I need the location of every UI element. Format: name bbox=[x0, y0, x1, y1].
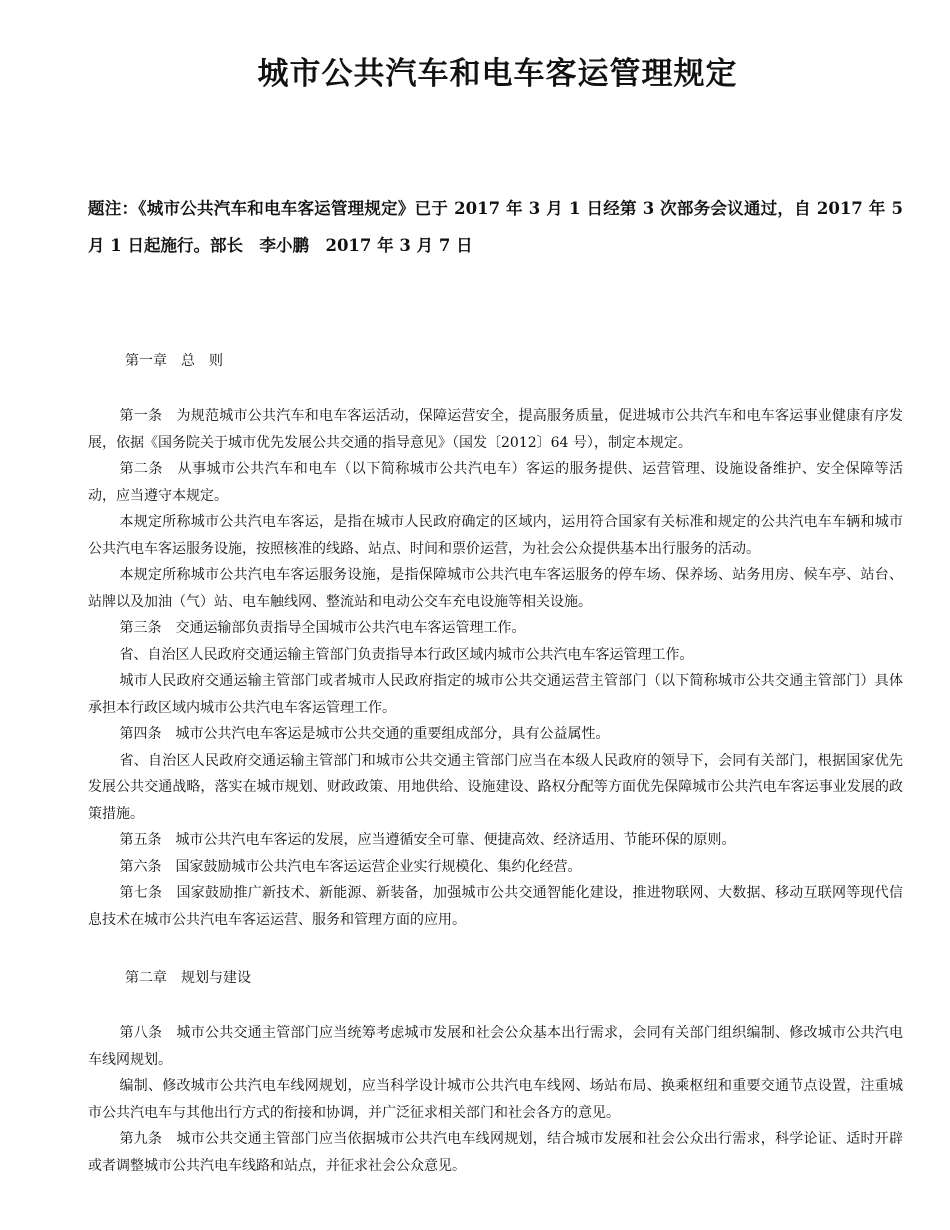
paragraph-text: 国家鼓励推广新技术、新能源、新装备，加强城市公共交通智能化建设，推进物联网、大数据、移动互联网等现代信息技术在城市公共汽电车客运运营、服务和管理方面的应用。 bbox=[88, 885, 903, 928]
chapter-1-heading: 第一章 总 则 bbox=[125, 353, 223, 369]
paragraph-text: 省、自治区人民政府交通运输主管部门负责指导本行政区域内城市公共汽电车客运管理工作。 bbox=[119, 646, 694, 663]
paragraph bbox=[88, 721, 903, 748]
document-title: 城市公共汽车和电车客运管理规定 bbox=[257, 56, 738, 92]
paragraph-text: 国家鼓励城市公共汽电车客运运营企业实行规模化、集约化经营。 bbox=[175, 858, 582, 875]
paragraph bbox=[88, 1073, 903, 1126]
paragraph-text: 交通运输部负责指导全国城市公共汽电车客运管理工作。 bbox=[175, 620, 526, 636]
paragraph-text: 城市公共交通主管部门应当统筹考虑城市发展和社会公众基本出行需求，会同有关部门组织编制、修改城市公共汽电车线网规划。 bbox=[88, 1025, 903, 1068]
paragraph-text: 城市公共汽电车客运的发展，应当遵循安全可靠、便捷高效、经济适用、节能环保的原则。 bbox=[175, 832, 736, 848]
paragraph-text: 城市人民政府交通运输主管部门或者城市人民政府指定的城市公共交通运营主管部门（以下简称城市公共交通主管部门）具体承担本行政区域内城市公共汽电车客运管理工作。 bbox=[88, 673, 903, 716]
article-number: 第三条 bbox=[119, 620, 176, 636]
paragraph-text: 为规范城市公共汽车和电车客运活动，保障运营安全，提高服务质量，促进城市公共汽车和电车客运事业健康有序发展，依据《国务院关于城市优先发展公共交通的指导意见》（国发〔2012〕64 号），制定本规定。 bbox=[88, 408, 903, 451]
paragraph bbox=[88, 642, 903, 669]
article-number: 第七条 bbox=[119, 885, 177, 901]
paragraph-text: 城市公共交通主管部门应当依据城市公共汽电车线网规划，结合城市发展和社会公众出行需求，科学论证、适时开辟或者调整城市公共汽电车线路和站点，并征求社会公众意见。 bbox=[88, 1131, 903, 1174]
chapter-1-body bbox=[88, 403, 903, 933]
paragraph bbox=[88, 1020, 903, 1073]
paragraph bbox=[88, 1126, 903, 1179]
paragraph bbox=[88, 748, 903, 828]
paragraph-text: 城市公共汽电车客运是城市公共交通的重要组成部分，具有公益属性。 bbox=[175, 726, 610, 742]
chapter-2-heading: 第二章 规划与建设 bbox=[125, 970, 251, 986]
paragraph bbox=[88, 668, 903, 721]
paragraph bbox=[88, 509, 903, 562]
article-number: 第五条 bbox=[119, 832, 176, 848]
paragraph bbox=[88, 403, 903, 456]
paragraph-text: 从事城市公共汽车和电车（以下简称城市公共汽电车）客运的服务提供、运营管理、设施设备维护、安全保障等活动，应当遵守本规定。 bbox=[88, 461, 903, 504]
article-number: 第一条 bbox=[119, 408, 177, 424]
paragraph-text: 本规定所称城市公共汽电车客运服务设施，是指保障城市公共汽电车客运服务的停车场、保养场、站务用房、候车亭、站台、站牌以及加油（气）站、电车触线网、整流站和电动公交车充电设施等相关设施。 bbox=[88, 567, 903, 610]
article-number: 第二条 bbox=[119, 461, 178, 477]
document-note: 题注：《城市公共汽车和电车客运管理规定》已于 2017 年 3 月 1 日经第 3 次部务会议通过，自 2017 年 5 月 1 日起施行。部长 李小鹏 2017 年 3 月 7 日 bbox=[88, 199, 903, 255]
article-number: 第九条 bbox=[119, 1131, 177, 1147]
paragraph bbox=[88, 562, 903, 615]
paragraph bbox=[88, 615, 903, 642]
paragraph bbox=[88, 880, 903, 933]
paragraph bbox=[88, 456, 903, 509]
paragraph bbox=[88, 827, 903, 854]
paragraph-text: 编制、修改城市公共汽电车线网规划，应当科学设计城市公共汽电车线网、场站布局、换乘枢纽和重要交通节点设置，注重城市公共汽电车与其他出行方式的衔接和协调，并广泛征求相关部门和社会各方的意见。 bbox=[88, 1078, 903, 1121]
chapter-2-body bbox=[88, 1020, 903, 1179]
paragraph-text: 省、自治区人民政府交通运输主管部门和城市公共交通主管部门应当在本级人民政府的领导下，会同有关部门，根据国家优先发展公共交通战略，落实在城市规划、财政政策、用地供给、设施建设、路权分配等方面优先保障城市公共汽电车客运事业发展的政策措施。 bbox=[88, 752, 903, 822]
paragraph bbox=[88, 854, 903, 881]
article-number: 第六条 bbox=[119, 858, 176, 875]
article-number: 第四条 bbox=[119, 726, 176, 742]
article-number: 第八条 bbox=[119, 1025, 177, 1041]
paragraph-text: 本规定所称城市公共汽电车客运，是指在城市人民政府确定的区域内，运用符合国家有关标准和规定的公共汽电车车辆和城市公共汽电车客运服务设施，按照核准的线路、站点、时间和票价运营，为社会公众提供基本出行服务的活动。 bbox=[88, 514, 903, 557]
